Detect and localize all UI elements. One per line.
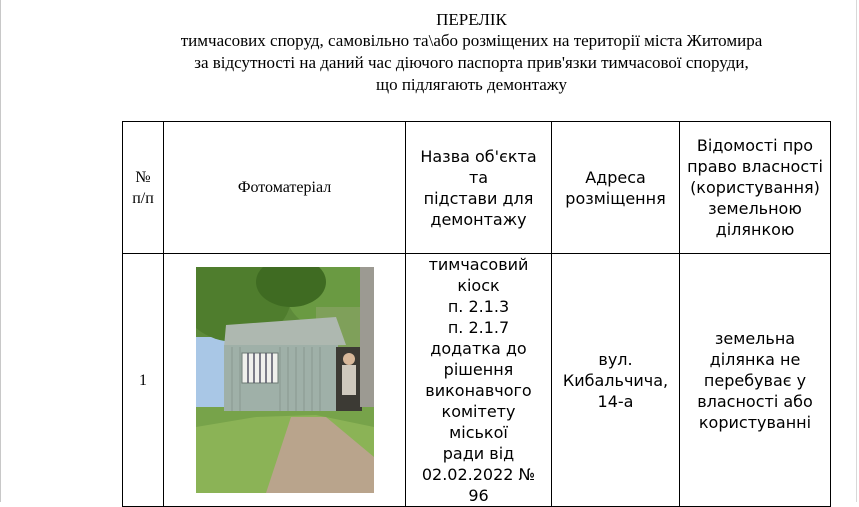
header-object-name: Назва об'єкта та підстави для демонтажу xyxy=(406,122,552,254)
document-title: ПЕРЕЛІК xyxy=(436,10,507,29)
header-photo: Фотоматеріал xyxy=(164,122,406,254)
kiosk-photo xyxy=(196,267,374,493)
title-line-1: тимчасових споруд, самовільно та\або розміщених на території міста Житомира xyxy=(180,31,763,50)
demolition-table xyxy=(122,121,831,507)
row-address: вул. Кибальчича, 14-а xyxy=(552,254,680,507)
title-line-3: що підлягають демонтажу xyxy=(375,75,568,94)
header-ownership: Відомості про право власності (користування) земельною ділянкою xyxy=(680,122,831,254)
title-line-2: за відсутності на даний час діючого паспорта прив'язки тимчасової споруди, xyxy=(194,53,749,72)
document-title-block xyxy=(0,9,859,96)
row-ownership: земельна ділянка не перебуває у власності або користуванні xyxy=(680,254,831,507)
row-photo-cell xyxy=(164,254,406,507)
table-header-row xyxy=(123,122,831,254)
header-number: № п/п xyxy=(123,122,164,254)
row-number: 1 xyxy=(123,254,164,507)
header-address: Адреса розміщення xyxy=(552,122,680,254)
row-object-name: тимчасовий кіоск п. 2.1.3 п. 2.1.7 додатка до рішення виконавчого комітету міської ради від 02.02.2022 № 96 xyxy=(406,254,552,507)
table-row xyxy=(123,254,831,507)
